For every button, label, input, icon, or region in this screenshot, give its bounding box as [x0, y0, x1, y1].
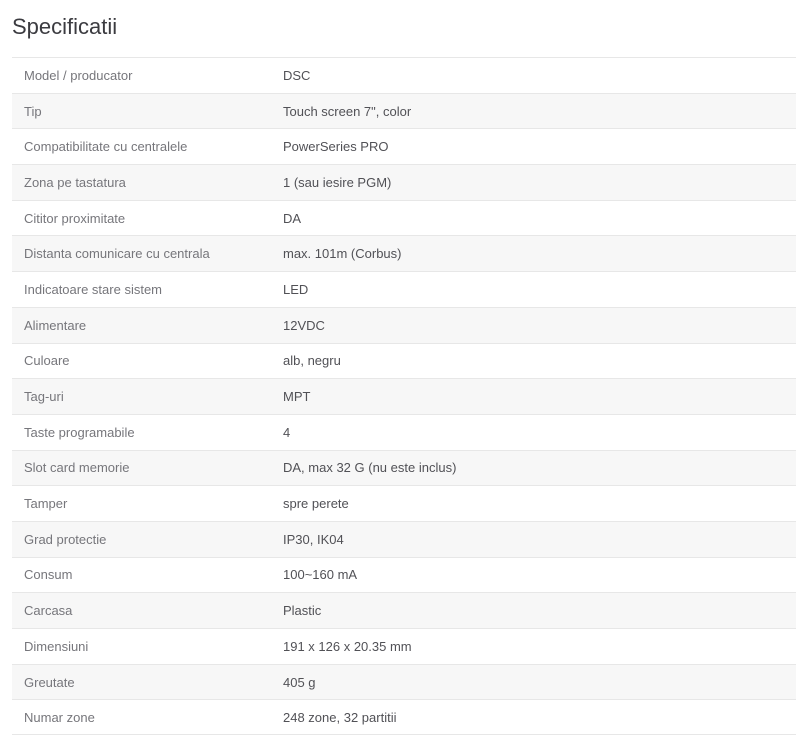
spec-row: [12, 592, 796, 628]
spec-label: Compatibilitate cu centralele: [24, 139, 188, 155]
spec-value: alb, negru: [283, 353, 341, 369]
spec-row: [12, 128, 796, 164]
spec-value: 1 (sau iesire PGM): [283, 174, 392, 190]
spec-row: [12, 628, 796, 664]
spec-value: spre perete: [283, 496, 349, 512]
spec-value: DA, max 32 G (nu este inclus): [283, 460, 457, 476]
spec-label: Indicatoare stare sistem: [24, 281, 163, 297]
spec-value: PowerSeries PRO: [283, 139, 389, 155]
spec-row: [12, 378, 796, 414]
spec-label: Tamper: [24, 496, 68, 512]
spec-label: Distanta comunicare cu centrala: [24, 246, 210, 262]
spec-label: Slot card memorie: [24, 460, 130, 476]
spec-row: [12, 664, 796, 700]
spec-row: [12, 57, 796, 93]
spec-label: Tag-uri: [24, 389, 64, 405]
spec-label: Consum: [24, 567, 73, 583]
spec-value: LED: [283, 281, 309, 297]
spec-value: IP30, IK04: [283, 531, 344, 547]
spec-row: [12, 235, 796, 271]
spec-label: Alimentare: [24, 317, 87, 333]
spec-row: [12, 485, 796, 521]
spec-value: 4: [283, 424, 291, 440]
spec-label: Zona pe tastatura: [24, 174, 126, 190]
specifications-table: [12, 57, 796, 735]
spec-row: [12, 699, 796, 735]
spec-row: [12, 93, 796, 129]
spec-row: [12, 343, 796, 379]
spec-value: 100~160 mA: [283, 567, 358, 583]
spec-value: max. 101m (Corbus): [283, 246, 402, 262]
spec-value: DSC: [283, 67, 311, 83]
spec-label: Dimensiuni: [24, 638, 89, 654]
spec-value: 248 zone, 32 partitii: [283, 709, 397, 725]
spec-value: DA: [283, 210, 302, 226]
spec-value: 191 x 126 x 20.35 mm: [283, 638, 412, 654]
spec-label: Cititor proximitate: [24, 210, 126, 226]
specifications-title: Specificatii: [12, 14, 118, 39]
spec-label: Numar zone: [24, 709, 95, 725]
spec-label: Grad protectie: [24, 531, 107, 547]
spec-row: [12, 450, 796, 486]
spec-row: [12, 521, 796, 557]
spec-label: Carcasa: [24, 603, 73, 619]
spec-value: 12VDC: [283, 317, 325, 333]
spec-label: Taste programabile: [24, 424, 135, 440]
spec-value: Plastic: [283, 603, 322, 619]
spec-row: [12, 200, 796, 236]
spec-value: 405 g: [283, 674, 316, 690]
spec-value: MPT: [283, 389, 311, 405]
spec-row: [12, 307, 796, 343]
spec-label: Tip: [24, 103, 42, 119]
spec-label: Culoare: [24, 353, 70, 369]
spec-row: [12, 414, 796, 450]
spec-row: [12, 164, 796, 200]
spec-row: [12, 557, 796, 593]
spec-value: Touch screen 7", color: [283, 103, 412, 119]
spec-label: Greutate: [24, 674, 75, 690]
spec-row: [12, 271, 796, 307]
spec-label: Model / producator: [24, 67, 133, 83]
